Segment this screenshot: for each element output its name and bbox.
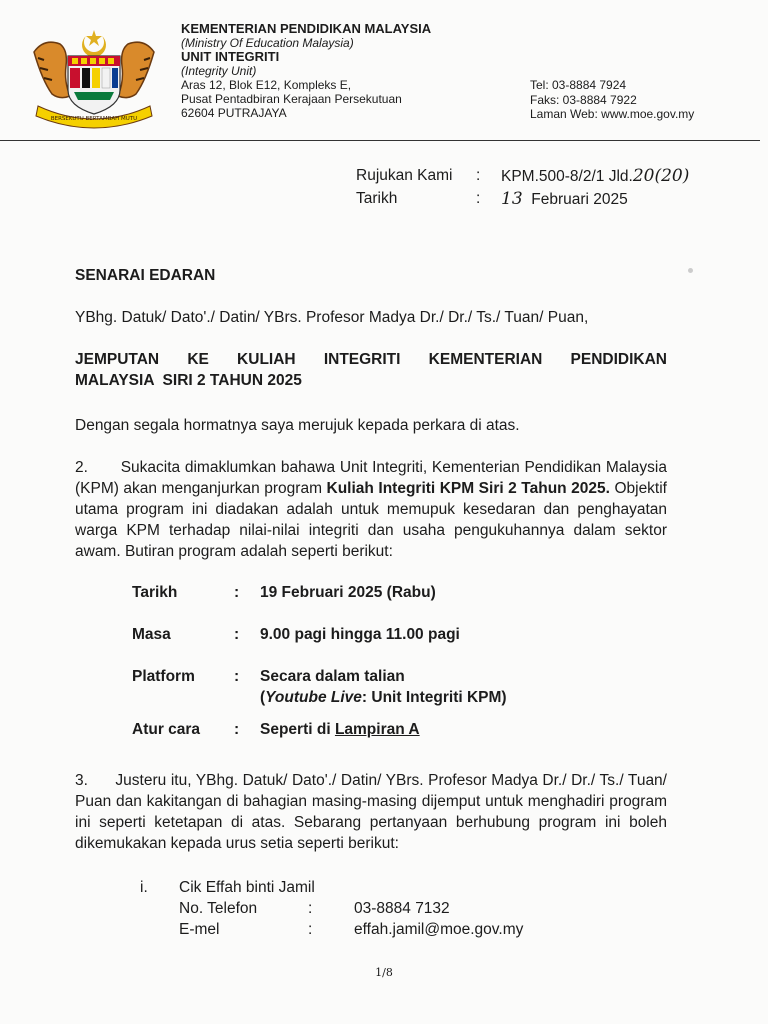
unit-name-en: (Integrity Unit) [181,64,257,78]
contact-email[interactable]: effah.jamil@moe.gov.my [354,921,524,938]
letterhead-address [181,22,431,120]
distribution-heading: SENARAI EDARAN [75,267,216,284]
ministry-name: KEMENTERIAN PENDIDIKAN MALAYSIA [181,21,432,36]
contact-email-row: E-mel : effah.jamil@moe.gov.my [179,921,524,938]
web: Laman Web: www.moe.gov.my [530,107,695,121]
paragraph-2: 2. Sukacita dimaklumkan bahawa Unit Integriti, Kementerian Pendidikan Malaysia (KPM) akan menganjurkan program Kuliah Integriti KPM Siri 2 Tahun 2025. Objektif utama program ini diadakan adalah untuk memupuk kesedaran dan penghayatan warga KPM terhadap nilai-nilai integriti dan usaha pengukuhannya dalam sektor awam. Butiran program adalah seperti berikut: [75,459,667,560]
svg-text:BERSEKUTU BERTAMBAH MUTU: BERSEKUTU BERTAMBAH MUTU [50,116,138,122]
ministry-name-en: (Ministry Of Education Malaysia) [181,36,354,50]
contact-name-row: i. Cik Effah binti Jamil [140,879,315,896]
malaysia-coat-of-arms [24,22,164,132]
unit-name: UNIT INTEGRITI [181,49,280,64]
letter-title: JEMPUTAN KE KULIAH INTEGRITI KEMENTERIAN PENDIDIKAN [75,351,667,368]
letter-title-line2: MALAYSIA SIRI 2 TAHUN 2025 [75,372,302,389]
letterhead-contact [530,78,694,122]
rujukan-handwritten: 20(20) [632,166,690,186]
address-line-3: 62604 PUTRAJAYA [181,106,287,120]
page-number: 1/8 [375,966,393,979]
paragraph-3: 3. Justeru itu, YBhg. Datuk/ Dato'./ Datin/ YBrs. Profesor Madya Dr./ Dr./ Ts./ Tuan/ Puan dan kakitangan di bahagian masing-masing dijemput untuk menghadiri program ini seperti ketetapan di atas. Sebarang pertanyaan berhubung program ini boleh dikemukakan kepada urus setia seperti berikut: [75,772,667,852]
tel: Tel: 03-8884 7924 [530,78,627,92]
faks: Faks: 03-8884 7922 [530,92,637,107]
lampiran-a-link[interactable]: Lampiran A [334,721,420,738]
address-line-2: Pusat Pentadbiran Kerajaan Persekutuan [181,92,402,106]
tarikh-handwritten-day: 13 [501,189,523,209]
opening-line: Dengan segala hormatnya saya merujuk kepada perkara di atas. [75,417,520,434]
rujukan-value: KPM.500-8/2/1 Jld.20(20) [501,166,690,186]
salutation: YBhg. Datuk/ Dato'./ Datin/ YBrs. Profesor Madya Dr./ Dr./ Ts./ Tuan/ Puan, [75,309,589,326]
contact-phone-row: No. Telefon : 03-8884 7132 [179,900,450,917]
tarikh-label: Tarikh [356,190,398,207]
header-divider [0,140,760,141]
rujukan-label: Rujukan Kami [356,167,453,184]
scan-speck [688,268,693,273]
address-line-1: Aras 12, Blok E12, Kompleks E, [181,78,352,92]
reference-block: Rujukan Kami : KPM.500-8/2/1 Jld.20(20) Tarikh : 13 Februari 2025 [356,166,690,209]
tarikh-value: 13 Februari 2025 [501,189,628,209]
